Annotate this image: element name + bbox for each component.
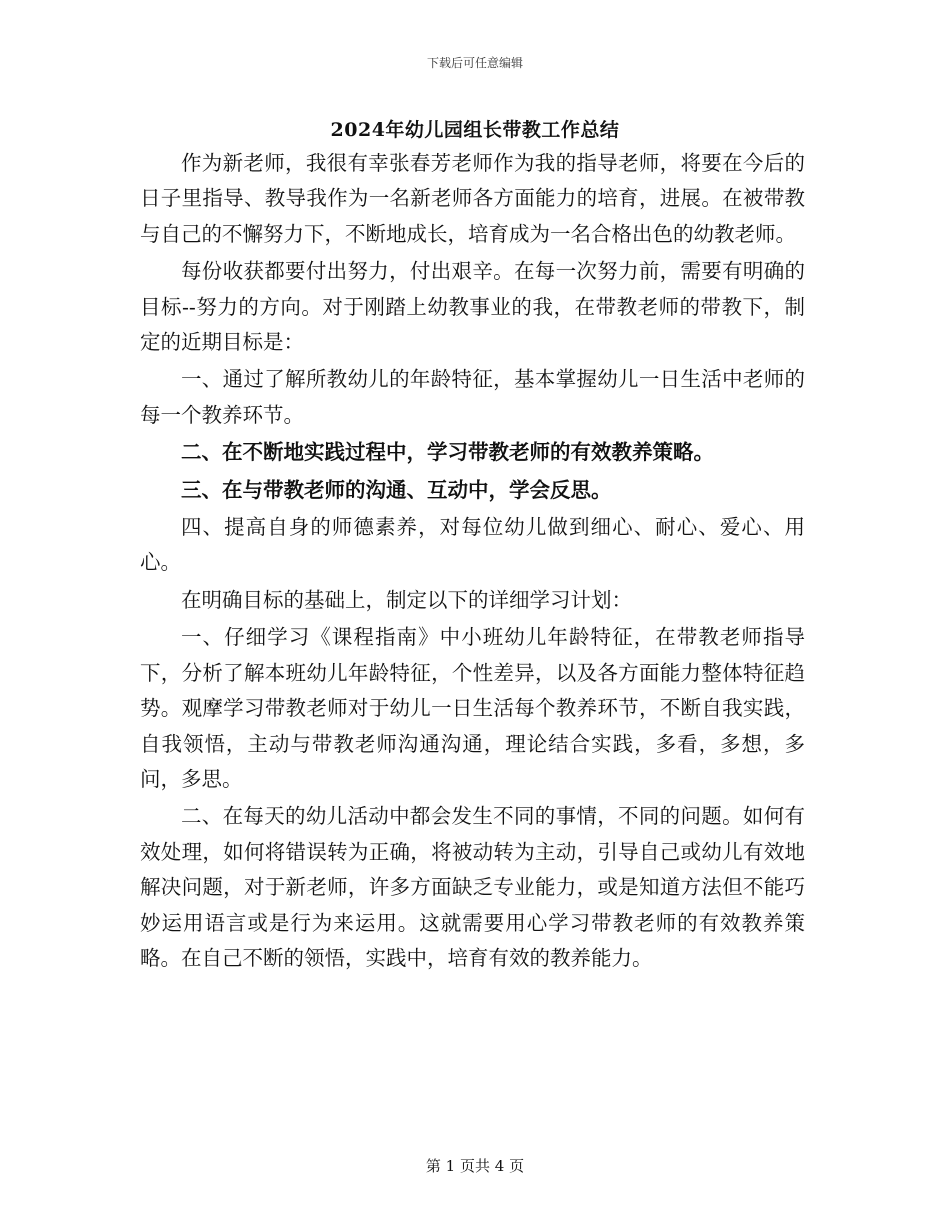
paragraph-plan-2: 二、在每天的幼儿活动中都会发生不同的事情，不同的问题。如何有效处理，如何将错误转为正确，将被动转为主动，引导自己或幼儿有效地解决问题，对于新老师，许多方面缺乏专业能力，或是知道方法但不能巧妙运用语言或是行为来运用。这就需要用心学习带教老师的有效教养策略。在自己不断的领悟，实践中，培育有效的教养能力。 (140, 804, 805, 970)
paragraph-goal-2: 二、在不断地实践过程中，学习带教老师的有效教养策略。 (181, 440, 714, 465)
paragraph-goals-intro: 每份收获都要付出努力，付出艰辛。在每一次努力前，需要有明确的目标--努力的方向。对于刚踏上幼教事业的我，在带教老师的带教下，制定的近期目标是： (140, 259, 805, 355)
paragraph-plan-intro: 在明确目标的基础上，制定以下的详细学习计划： (181, 587, 632, 612)
page-number: 第 1 页共 4 页 (425, 1157, 525, 1175)
paragraph-plan-1: 一、仔细学习《课程指南》中小班幼儿年龄特征，在带教老师指导下，分析了解本班幼儿年龄特征，个性差异，以及各方面能力整体特征趋势。观摩学习带教老师对于幼儿一日生活每个教养环节，不断自我实践，自我领悟，主动与带教老师沟通沟通，理论结合实践，多看，多想，多问，多思。 (140, 625, 805, 791)
paragraph-goal-4: 四、提高自身的师德素养，对每位幼儿做到细心、耐心、爱心、用心。 (140, 515, 805, 575)
paragraph-intro: 作为新老师，我很有幸张春芳老师作为我的指导老师，将要在今后的日子里指导、教导我作为一名新老师各方面能力的培育，进展。在被带教与自己的不懈努力下，不断地成长，培育成为一名合格出色的幼教老师。 (140, 151, 805, 246)
document-body (140, 146, 805, 976)
header-note: 下载后可任意编辑 (426, 56, 523, 70)
paragraph-goal-1: 一、通过了解所教幼儿的年龄特征，基本掌握幼儿一日生活中老师的每一个教养环节。 (140, 367, 805, 427)
paragraph-goal-3: 三、在与带教老师的沟通、互动中，学会反思。 (181, 477, 612, 502)
document-title: 2024年幼儿园组长带教工作总结 (330, 119, 620, 141)
